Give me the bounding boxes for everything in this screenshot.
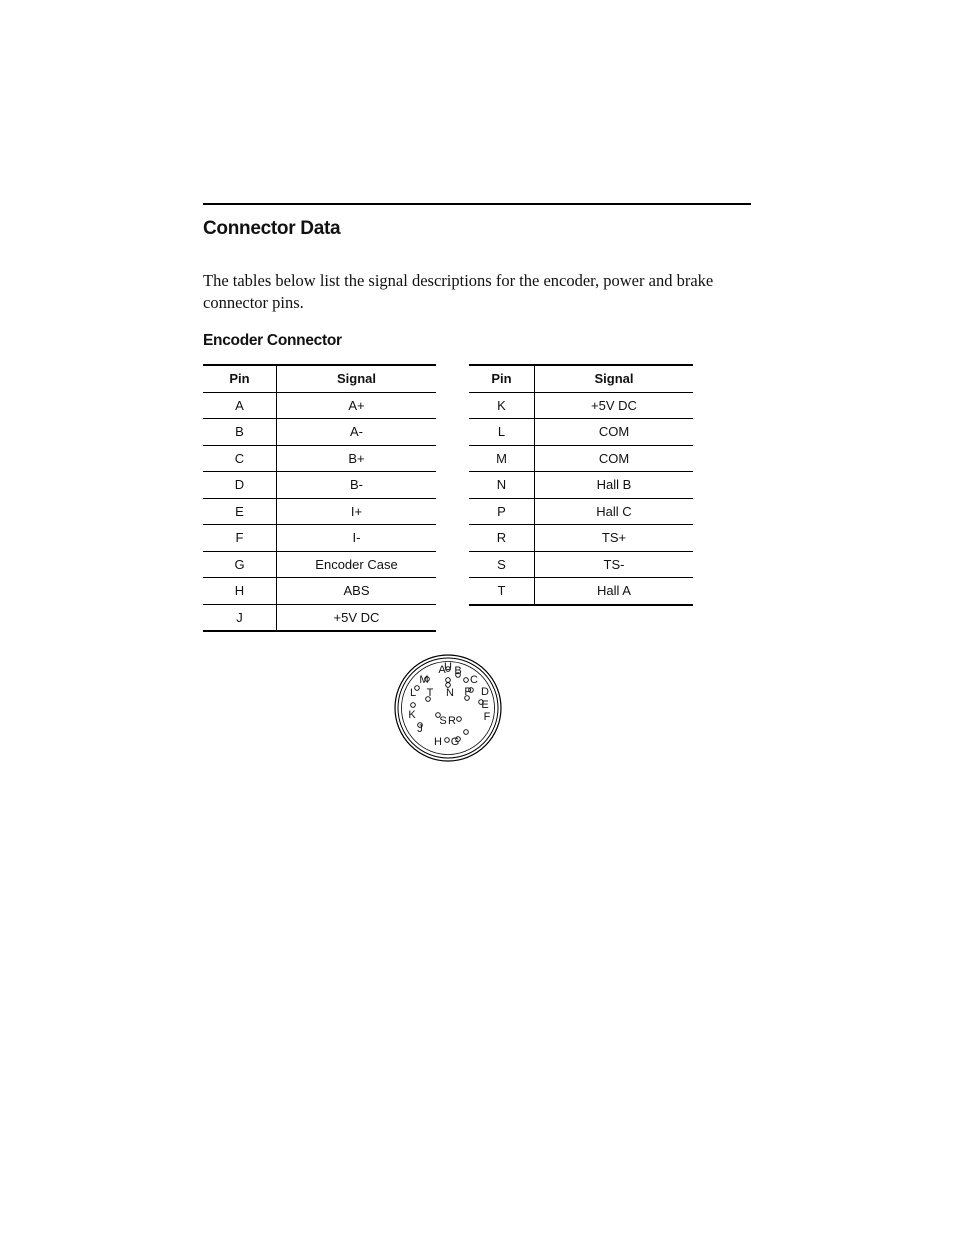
table-header-row bbox=[469, 365, 693, 392]
table-row bbox=[203, 419, 436, 446]
encoder-pin-table-left bbox=[203, 364, 436, 632]
table-row bbox=[469, 578, 693, 605]
table-row bbox=[469, 392, 693, 419]
encoder-connector-subheading: Encoder Connector bbox=[203, 332, 342, 349]
pin-cell: N bbox=[469, 472, 535, 499]
pin-cell: D bbox=[203, 472, 277, 499]
pin-cell: H bbox=[203, 578, 277, 605]
pin-label-h: H bbox=[434, 736, 442, 748]
table-row bbox=[469, 419, 693, 446]
pin-cell: C bbox=[203, 445, 277, 472]
table-row bbox=[203, 472, 436, 499]
signal-cell: COM bbox=[535, 419, 694, 446]
pin-label-f: F bbox=[483, 711, 491, 723]
table-row bbox=[469, 445, 693, 472]
pin-cell: L bbox=[469, 419, 535, 446]
intro-paragraph: The tables below list the signal descriptions for the encoder, power and brake connector pins. bbox=[203, 271, 714, 312]
signal-cell: TS+ bbox=[535, 525, 694, 552]
pin-label-u: U bbox=[444, 661, 452, 673]
pin-label-m: M bbox=[419, 674, 429, 686]
pin-label-t: T bbox=[426, 687, 434, 699]
pin-cell: F bbox=[203, 525, 277, 552]
signal-cell: Hall B bbox=[535, 472, 694, 499]
pin-socket-u bbox=[446, 678, 451, 683]
pin-socket-k bbox=[411, 703, 416, 708]
signal-cell: Encoder Case bbox=[277, 551, 437, 578]
table-row bbox=[203, 445, 436, 472]
section-rule bbox=[203, 203, 751, 205]
signal-column-header: Signal bbox=[535, 365, 694, 392]
signal-column-header: Signal bbox=[277, 365, 437, 392]
table-row bbox=[203, 498, 436, 525]
pin-label-s: S bbox=[439, 715, 447, 727]
pin-column-header: Pin bbox=[203, 365, 277, 392]
signal-cell: TS- bbox=[535, 551, 694, 578]
signal-cell: ABS bbox=[277, 578, 437, 605]
signal-cell: A+ bbox=[277, 392, 437, 419]
table-header-row bbox=[203, 365, 436, 392]
pin-cell: G bbox=[203, 551, 277, 578]
connector-pins bbox=[408, 661, 490, 748]
pin-cell: P bbox=[469, 498, 535, 525]
signal-cell: +5V DC bbox=[535, 392, 694, 419]
pin-cell: A bbox=[203, 392, 277, 419]
pin-label-d: D bbox=[481, 686, 489, 698]
pin-socket-h bbox=[445, 738, 450, 743]
pin-label-g: G bbox=[450, 736, 460, 748]
pin-socket-f bbox=[464, 730, 469, 735]
encoder-connector-diagram bbox=[392, 652, 504, 764]
table-row bbox=[469, 472, 693, 499]
table-row bbox=[203, 578, 436, 605]
table-row bbox=[469, 525, 693, 552]
encoder-pin-table-right bbox=[469, 364, 693, 606]
signal-cell: A- bbox=[277, 419, 437, 446]
pin-label-l: L bbox=[409, 687, 417, 699]
section-heading: Connector Data bbox=[203, 218, 341, 239]
pin-cell: J bbox=[203, 604, 277, 631]
signal-cell: Hall C bbox=[535, 498, 694, 525]
table-row bbox=[203, 525, 436, 552]
pin-column-header: Pin bbox=[469, 365, 535, 392]
signal-cell: I+ bbox=[277, 498, 437, 525]
signal-cell: COM bbox=[535, 445, 694, 472]
pin-cell: S bbox=[469, 551, 535, 578]
table-row bbox=[203, 392, 436, 419]
signal-cell: B+ bbox=[277, 445, 437, 472]
pin-label-p: P bbox=[464, 686, 472, 698]
pin-label-n: N bbox=[446, 687, 454, 699]
pin-socket-r bbox=[457, 717, 462, 722]
pin-label-c: C bbox=[470, 674, 478, 686]
table-row bbox=[203, 551, 436, 578]
pin-cell: E bbox=[203, 498, 277, 525]
pin-label-a: A bbox=[438, 664, 446, 676]
signal-cell: B- bbox=[277, 472, 437, 499]
pin-label-b: B bbox=[454, 665, 462, 677]
pin-cell: M bbox=[469, 445, 535, 472]
table-row bbox=[203, 604, 436, 631]
pin-cell: T bbox=[469, 578, 535, 605]
pin-label-e: E bbox=[481, 699, 489, 711]
pin-label-r: R bbox=[448, 715, 456, 727]
pin-cell: B bbox=[203, 419, 277, 446]
table-row bbox=[469, 498, 693, 525]
signal-cell: +5V DC bbox=[333, 609, 380, 625]
table-row bbox=[469, 551, 693, 578]
pin-cell: K bbox=[469, 392, 535, 419]
signal-cell: Hall A bbox=[597, 583, 631, 599]
pin-label-k: K bbox=[408, 709, 416, 721]
pin-label-j: J bbox=[417, 723, 423, 735]
pin-socket-c bbox=[464, 678, 469, 683]
pin-cell: R bbox=[469, 525, 535, 552]
signal-cell: I- bbox=[277, 525, 437, 552]
